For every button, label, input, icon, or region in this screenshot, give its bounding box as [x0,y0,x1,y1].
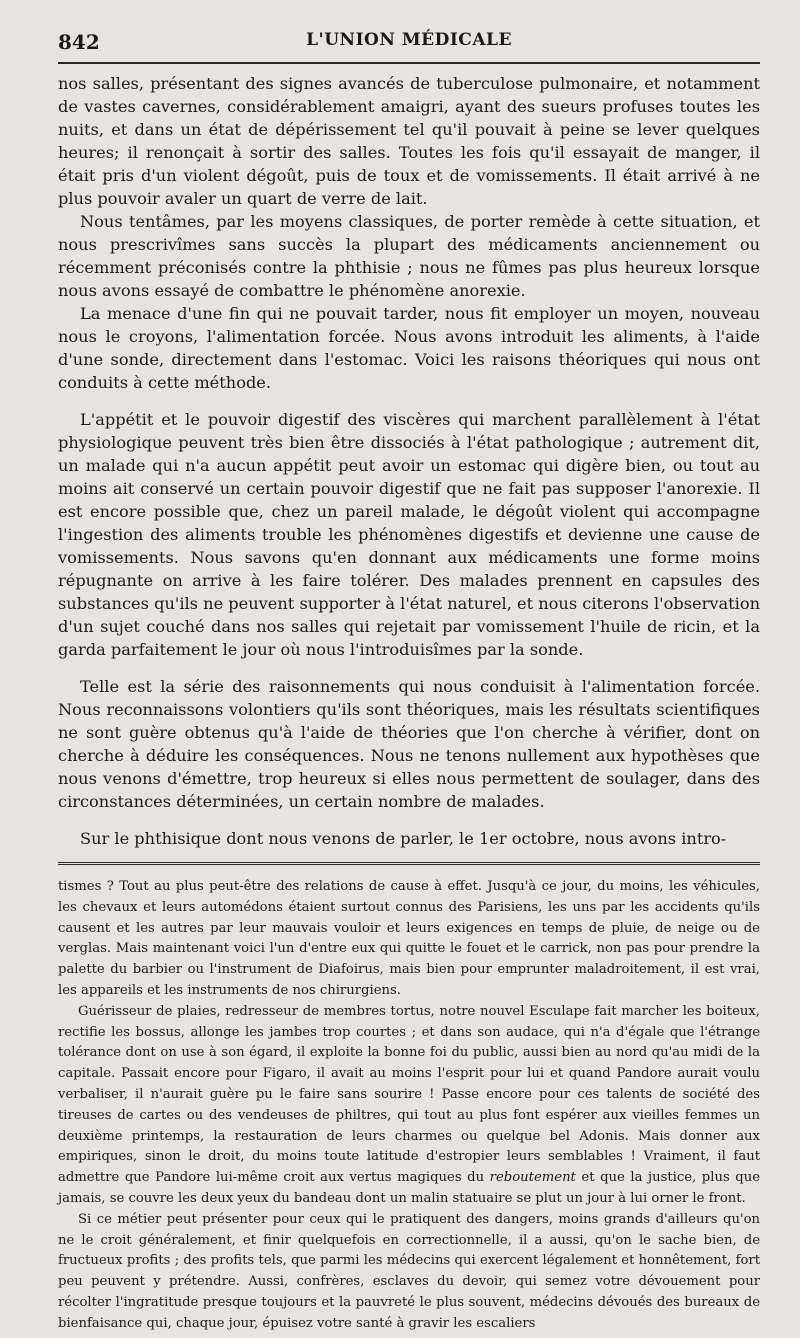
paragraph: L'appétit et le pouvoir digestif des viscères qui marchent parallèlement à l'état physiologique peuvent très bien être dissociés à l'état pathologique ; autrement dit, un malade qui n'a aucun appétit peut avoir un estomac qui digère bien, ou tout au moins ait conservé un certain pouvoir digestif que ne fait pas supposer l'anorexie. Il est encore possible que, chez un pareil malade, le dégoût violent qui accompagne l'ingestion des aliments trouble les phénomènes digestifs et devienne une cause de vomissements. Nous savons qu'en donnant aux médicaments une forme moins répugnante on arrive à les faire tolérer. Des malades prennent en capsules des substances qu'ils ne peuvent supporter à l'état naturel, et nous citerons l'observation d'un sujet couché dans nos salles qui rejetait par vomissement l'huile de ricin, et la garda parfaitement le jour où nous l'introduisîmes par la sonde. [58,410,760,659]
header-rule [58,62,760,64]
feuilleton-paragraph: tismes ? Tout au plus peut-être des relations de cause à effet. Jusqu'à ce jour, du moins, les véhicules, les chevaux et leurs automédons étaient surtout connus des Parisiens, les uns par les accidents qu'ils causent et les autres par leur mauvais vouloir et leurs exigences en temps de pluie, de neige ou de verglas. Mais maintenant voici l'un d'entre eux qui quitte le fouet et le carrick, non pas pour prendre la palette du barbier ou l'instrument de Diafoirus, mais bien pour emprunter maladroitement, il est vrai, les appareils et les instruments de nos chirurgiens. [58,879,760,998]
text-run: Guérisseur de plaies, redresseur de membres tortus, notre nouvel Esculape fait marcher les boiteux, rectifie les bossus, allonge les jambes trop courtes ; et dans son audace, qui n'a d'égale que l'étrange tolérance dont on use à son égard, il exploite la bonne foi du public, aussi bien au nord qu'au midi de la capitale. Passait encore pour Figaro, il avait au moins l'esprit pour lui et quand Pandore aurait voulu verbaliser, il n'aurait guère pu le faire sans sourire ! Passe encore pour ces talents de société des tireuses de cartes ou des vendeuses de philtres, qui tout au plus font espérer aux vieilles femmes un deuxième printemps, la restauration de leurs charmes ou quelque bel Adonis. Mais donner aux empiriques, sinon le droit, du moins toute latitude d'estropier leurs semblables ! Vraiment, il faut admettre que Pandore lui-même croit aux vertus magiques du [58,1003,760,1186]
page-header [58,26,760,62]
italic-term: reboutement [489,1170,576,1186]
feuilleton-paragraph: Si ce métier peut présenter pour ceux qui le pratiquent des dangers, moins grands d'ailleurs qu'on ne le croit généralement, et finir quelquefois en correctionnelle, il a aussi, qu'on le sache bien, de fructueux profits ; des profits tels, que parmi les médecins qui exercent légalement et honnêtement, fort peu peuvent y prétendre. Aussi, confrères, esclaves du devoir, qui semez votre dévouement pour récolter l'ingratitude presque toujours et la pauvreté le plus souvent, médecins dévoués des bureaux de bienfaisance qui, chaque jour, épuisez votre santé à gravir les escaliers [58,1211,760,1331]
paragraph: Telle est la série des raisonnements qui nous conduisit à l'alimentation forcée. Nous reconnaissons volontiers qu'ils sont théoriques, mais les résultats scientifiques ne sont guère obtenus qu'à l'aide de théories que l'on cherche à vérifier, dont on cherche à déduire les conséquences. Nous ne tenons nullement aux hypothèses que nous venons d'émettre, trop heureux si elles nous permettent de soulager, dans des circonstances déterminées, un certain nombre de malades. [58,677,760,811]
feuilleton-text [58,877,760,1335]
text-run: et que la justice, plus que jamais, se couvre les deux yeux du bandeau dont un malin statuaire se plut un jour à lui orner le front. [58,1170,761,1206]
feuilleton-rule [58,862,760,867]
paragraph: Sur le phthisique dont nous venons de parler, le 1er octobre, nous avons intro- [80,829,727,848]
paragraph: nos salles, présentant des signes avancés de tuberculose pulmonaire, et notamment de vastes cavernes, considérablement amaigri, ayant des sueurs profuses toutes les nuits, et dans un état de dépérissement tel qu'il pouvait à peine se lever quelques heures; il renonçait à sortir des salles. Toutes les fois qu'il essayait de manger, il était pris d'un violent dégoût, puis de toux et de vomissements. Il était arrivé à ne plus pouvoir avaler un quart de verre de lait. [58,74,760,208]
main-text [58,72,760,850]
paragraph: Nous tentâmes, par les moyens classiques, de porter remède à cette situation, et nous prescrivîmes sans succès la plupart des médicaments anciennement ou récemment préconisés contre la phthisie ; nous ne fûmes pas plus heureux lorsque nous avons essayé de combattre le phénomène anorexie. [58,212,760,300]
feuilleton-paragraph [58,1002,760,1210]
page-number: 842 [58,30,100,54]
running-title: L'UNION MÉDICALE [306,30,512,50]
paragraph: La menace d'une fin qui ne pouvait tarder, nous fit employer un moyen, nouveau nous le croyons, l'alimentation forcée. Nous avons introduit les aliments, à l'aide d'une sonde, directement dans l'estomac. Voici les raisons théoriques qui nous ont conduits à cette méthode. [58,304,760,392]
